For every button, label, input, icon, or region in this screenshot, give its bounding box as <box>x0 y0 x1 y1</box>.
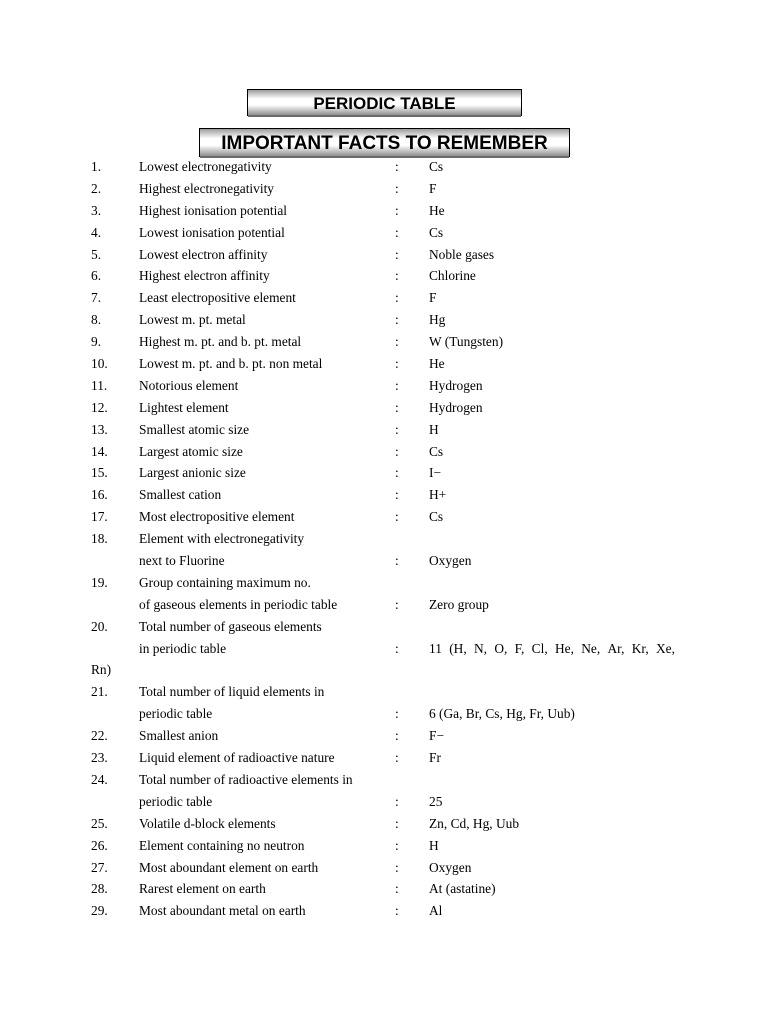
list-item <box>0 528 768 550</box>
item-value: At (astatine) <box>429 881 496 897</box>
item-label: Group containing maximum no. <box>139 574 311 590</box>
list-item <box>0 572 768 594</box>
item-label: Smallest cation <box>139 487 222 503</box>
item-value <box>429 638 675 660</box>
item-label-continued: in periodic table <box>139 640 227 656</box>
item-value: Hydrogen <box>429 399 483 415</box>
item-label: Volatile d-block elements <box>139 815 276 831</box>
list-item <box>0 244 768 266</box>
list-item <box>0 747 768 769</box>
item-value-continued: Rn) <box>91 662 112 678</box>
item-separator: : <box>395 487 399 503</box>
item-label: Highest electronegativity <box>139 180 274 196</box>
item-label: Total number of radioactive elements in <box>139 771 353 787</box>
item-separator: : <box>395 881 399 897</box>
item-label: Lowest electron affinity <box>139 246 268 262</box>
item-number: 23. <box>91 750 108 766</box>
item-number: 10. <box>91 356 108 372</box>
item-number: 12. <box>91 399 108 415</box>
item-label: Most aboundant metal on earth <box>139 903 306 919</box>
item-number: 24. <box>91 771 108 787</box>
item-number: 28. <box>91 881 108 897</box>
item-number: 19. <box>91 574 108 590</box>
item-separator: : <box>395 553 399 569</box>
item-separator: : <box>395 312 399 328</box>
item-value: H+ <box>429 487 447 503</box>
item-value: H <box>429 837 439 853</box>
item-label: Lightest element <box>139 399 229 415</box>
item-separator: : <box>395 443 399 459</box>
item-label: Lowest ionisation potential <box>139 224 285 240</box>
list-item <box>0 681 768 703</box>
item-separator: : <box>395 224 399 240</box>
list-item <box>0 331 768 353</box>
item-number: 6. <box>91 268 102 284</box>
list-item <box>0 397 768 419</box>
item-separator: : <box>395 159 399 174</box>
item-value: Cs <box>429 159 444 174</box>
item-label: Highest ionisation potential <box>139 202 288 218</box>
list-item <box>0 725 768 747</box>
item-value-word: Ne, <box>581 640 601 656</box>
item-label: Smallest anion <box>139 728 219 744</box>
item-label-continued: periodic table <box>139 793 213 809</box>
item-separator: : <box>395 290 399 306</box>
item-separator: : <box>395 421 399 437</box>
item-value: Hydrogen <box>429 377 483 393</box>
item-number: 1. <box>91 159 102 174</box>
item-label: Highest m. pt. and b. pt. metal <box>139 334 302 350</box>
item-label: Smallest atomic size <box>139 421 250 437</box>
item-value: He <box>429 202 445 218</box>
item-separator: : <box>395 465 399 481</box>
item-value: He <box>429 356 445 372</box>
item-separator: : <box>395 202 399 218</box>
item-value: 25 <box>429 793 443 809</box>
list-item <box>0 178 768 200</box>
item-value-word: N, <box>473 640 488 656</box>
item-label: Lowest m. pt. metal <box>139 312 246 328</box>
item-value-word: Cl, <box>531 640 548 656</box>
item-label: Lowest m. pt. and b. pt. non metal <box>139 356 323 372</box>
item-label: Most aboundant element on earth <box>139 859 319 875</box>
item-value-word: 11 <box>429 640 442 656</box>
list-item <box>0 419 768 441</box>
item-separator: : <box>395 596 399 612</box>
item-value-word: (H, <box>449 640 467 656</box>
item-label: Rarest element on earth <box>139 881 266 897</box>
item-label: Lowest electronegativity <box>139 159 272 174</box>
item-number: 21. <box>91 684 108 700</box>
list-item <box>0 769 768 791</box>
page-subtitle: IMPORTANT FACTS TO REMEMBER <box>221 133 548 154</box>
item-number: 15. <box>91 465 108 481</box>
list-item-continuation <box>0 703 768 725</box>
item-value: Oxygen <box>429 859 472 875</box>
item-label: Element containing no neutron <box>139 837 305 853</box>
item-separator: : <box>395 903 399 919</box>
item-number: 26. <box>91 837 108 853</box>
list-item-continuation <box>0 594 768 616</box>
item-value-word: Ar, <box>607 640 625 656</box>
item-separator: : <box>395 509 399 525</box>
item-number: 20. <box>91 618 108 634</box>
list-item-value-continuation <box>0 659 768 681</box>
item-value: F− <box>429 728 444 744</box>
item-number: 25. <box>91 815 108 831</box>
item-value: H <box>429 421 439 437</box>
item-value: I− <box>429 465 442 481</box>
item-number: 4. <box>91 224 102 240</box>
list-item <box>0 200 768 222</box>
item-separator: : <box>395 356 399 372</box>
item-label: Largest anionic size <box>139 465 246 481</box>
item-number: 16. <box>91 487 108 503</box>
item-number: 5. <box>91 246 102 262</box>
page-title: PERIODIC TABLE <box>313 94 456 113</box>
item-separator: : <box>395 750 399 766</box>
item-label: Least electropositive element <box>139 290 296 306</box>
item-number: 14. <box>91 443 108 459</box>
item-value: Hg <box>429 312 446 328</box>
item-label: Most electropositive element <box>139 509 295 525</box>
item-separator: : <box>395 859 399 875</box>
item-value: Zero group <box>429 596 489 612</box>
list-item <box>0 353 768 375</box>
item-label: Highest electron affinity <box>139 268 270 284</box>
item-value-word: F, <box>514 640 525 656</box>
item-value: F <box>429 290 437 306</box>
item-value: F <box>429 180 437 196</box>
item-number: 8. <box>91 312 102 328</box>
item-separator: : <box>395 706 399 722</box>
item-separator: : <box>395 246 399 262</box>
item-number: 29. <box>91 903 108 919</box>
item-value: Oxygen <box>429 553 472 569</box>
item-label-continued: of gaseous elements in periodic table <box>139 596 338 612</box>
list-item <box>0 287 768 309</box>
item-value: 6 (Ga, Br, Cs, Hg, Fr, Uub) <box>429 706 575 722</box>
item-value: Cs <box>429 509 444 525</box>
item-value: Chlorine <box>429 268 476 284</box>
list-item <box>0 857 768 879</box>
item-label: Total number of gaseous elements <box>139 618 322 634</box>
item-number: 11. <box>91 377 108 393</box>
item-separator: : <box>395 640 399 656</box>
item-number: 3. <box>91 202 102 218</box>
list-item <box>0 616 768 638</box>
item-label: Notorious element <box>139 377 239 393</box>
item-separator: : <box>395 268 399 284</box>
item-label: Largest atomic size <box>139 443 243 459</box>
list-item <box>0 156 768 178</box>
item-number: 27. <box>91 859 108 875</box>
item-number: 22. <box>91 728 108 744</box>
item-value-word: Xe, <box>656 640 675 656</box>
page-title-banner <box>247 89 522 116</box>
list-item-continuation <box>0 791 768 813</box>
list-item-continuation <box>0 550 768 572</box>
list-item <box>0 506 768 528</box>
item-separator: : <box>395 180 399 196</box>
list-item <box>0 309 768 331</box>
item-value-word: O, <box>494 640 508 656</box>
list-item <box>0 835 768 857</box>
list-item <box>0 375 768 397</box>
item-separator: : <box>395 377 399 393</box>
list-item <box>0 900 768 922</box>
list-item <box>0 813 768 835</box>
list-item-continuation <box>0 638 768 660</box>
item-separator: : <box>395 728 399 744</box>
list-item <box>0 878 768 900</box>
subtitle-banner <box>199 128 570 157</box>
item-separator: : <box>395 793 399 809</box>
item-number: 18. <box>91 531 108 547</box>
item-value: W (Tungsten) <box>429 334 504 350</box>
item-value: Cs <box>429 224 444 240</box>
item-number: 9. <box>91 334 102 350</box>
item-separator: : <box>395 815 399 831</box>
item-label: Element with electronegativity <box>139 531 305 547</box>
list-item <box>0 462 768 484</box>
item-value: Zn, Cd, Hg, Uub <box>429 815 520 831</box>
item-value: Al <box>429 903 443 919</box>
item-number: 2. <box>91 180 102 196</box>
list-item <box>0 222 768 244</box>
item-separator: : <box>395 837 399 853</box>
item-value-word: Kr, <box>631 640 649 656</box>
list-item <box>0 484 768 506</box>
item-separator: : <box>395 399 399 415</box>
item-number: 17. <box>91 509 108 525</box>
item-label: Liquid element of radioactive nature <box>139 750 335 766</box>
item-value: Cs <box>429 443 444 459</box>
item-label-continued: periodic table <box>139 706 213 722</box>
facts-list <box>0 156 768 922</box>
item-value: Noble gases <box>429 246 495 262</box>
list-item <box>0 441 768 463</box>
item-value: Fr <box>429 750 441 766</box>
item-number: 13. <box>91 421 108 437</box>
item-value-word: He, <box>554 640 574 656</box>
list-item <box>0 265 768 287</box>
item-number: 7. <box>91 290 102 306</box>
item-separator: : <box>395 334 399 350</box>
item-label-continued: next to Fluorine <box>139 553 225 569</box>
item-label: Total number of liquid elements in <box>139 684 325 700</box>
